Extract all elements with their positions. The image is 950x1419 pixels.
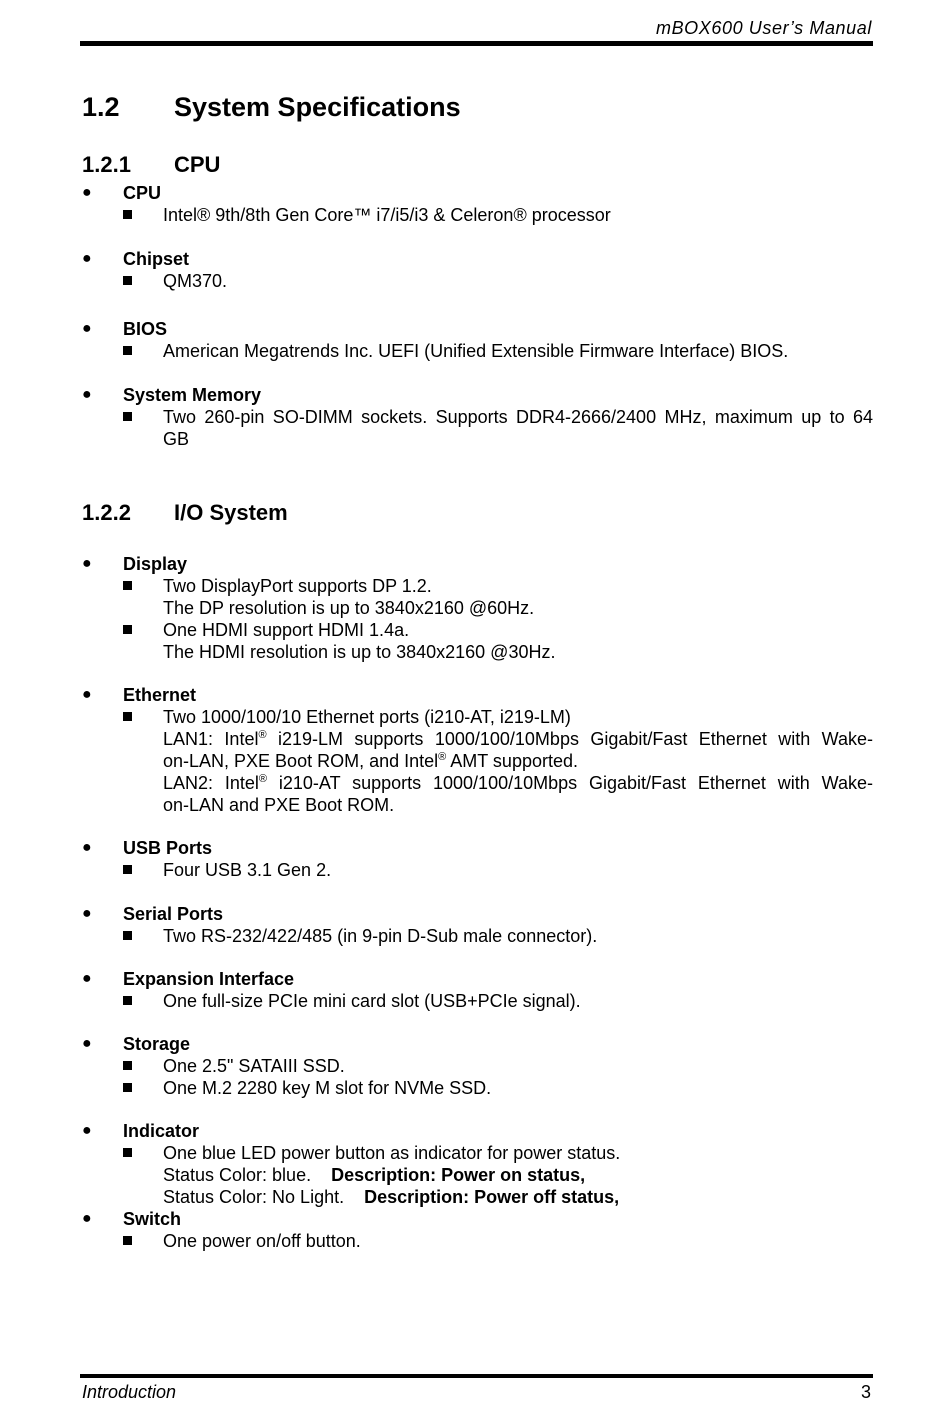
square-bullet-icon [123, 276, 132, 285]
bullet-icon: ● [82, 839, 92, 856]
bullet-icon: ● [82, 250, 92, 267]
bullet-icon: ● [82, 686, 92, 703]
spec-detail-text: Two 260-pin SO-DIMM sockets. Supports DDR4-2666/2400 MHz, maximum up to 64 [163, 407, 873, 427]
spec-detail-text: Two RS-232/422/485 (in 9-pin D-Sub male connector). [163, 926, 598, 946]
status-line-on: Status Color: blue. Description: Power on status, [163, 1165, 586, 1185]
square-bullet-icon [123, 210, 132, 219]
spec-detail-text: One blue LED power button as indicator for power status. [163, 1143, 621, 1163]
bullet-icon: ● [82, 386, 92, 403]
spec-label: Indicator [123, 1121, 200, 1141]
spec-detail-text: American Megatrends Inc. UEFI (Unified Extensible Firmware Interface) BIOS. [163, 341, 789, 361]
section-title: System Specifications [174, 92, 461, 122]
footer-rule [80, 1374, 873, 1378]
status-line-off: Status Color: No Light. Description: Power off status, [163, 1187, 620, 1207]
spec-detail-text: The DP resolution is up to 3840x2160 @60Hz. [163, 598, 535, 618]
spec-label: Switch [123, 1209, 182, 1229]
spec-detail-text: Four USB 3.1 Gen 2. [163, 860, 332, 880]
square-bullet-icon [123, 1236, 132, 1245]
io-subsection-number: 1.2.2 [82, 500, 131, 525]
square-bullet-icon [123, 996, 132, 1005]
square-bullet-icon [123, 581, 132, 590]
square-bullet-icon [123, 931, 132, 940]
square-bullet-icon [123, 625, 132, 634]
cpu-subsection-heading [82, 152, 221, 178]
spec-detail-text: One full-size PCIe mini card slot (USB+PCIe signal). [163, 991, 581, 1011]
bullet-icon: ● [82, 184, 92, 201]
spec-label: CPU [123, 183, 162, 203]
spec-detail-text: The HDMI resolution is up to 3840x2160 @30Hz. [163, 642, 556, 662]
bullet-icon: ● [82, 1210, 92, 1227]
bullet-icon: ● [82, 1035, 92, 1052]
spec-label: Chipset [123, 249, 190, 269]
footer-section-name: Introduction [82, 1382, 177, 1402]
spec-detail-text: One HDMI support HDMI 1.4a. [163, 620, 410, 640]
square-bullet-icon [123, 412, 132, 421]
bullet-icon: ● [82, 1122, 92, 1139]
square-bullet-icon [123, 346, 132, 355]
spec-label: Expansion Interface [123, 969, 295, 989]
lan1-text: LAN1: Intel® i219-LM supports 1000/100/10Mbps Gigabit/Fast Ethernet with Wake- [163, 729, 873, 749]
header-rule [80, 41, 873, 46]
cpu-subsection-title: CPU [174, 152, 221, 177]
bullet-icon: ● [82, 905, 92, 922]
square-bullet-icon [123, 1083, 132, 1092]
document-header-title: mBOX600 User’s Manual [655, 18, 872, 38]
square-bullet-icon [123, 1061, 132, 1070]
spec-detail-text: Intel® 9th/8th Gen Core™ i7/i5/i3 & Celeron® processor [163, 205, 611, 225]
lan2-text-cont: on-LAN and PXE Boot ROM. [163, 795, 395, 815]
spec-label: Display [123, 554, 188, 574]
square-bullet-icon [123, 1148, 132, 1157]
io-subsection-title: I/O System [174, 500, 288, 525]
spec-label: BIOS [123, 319, 168, 339]
io-subsection-heading [82, 500, 288, 526]
spec-label: Serial Ports [123, 904, 224, 924]
cpu-subsection-number: 1.2.1 [82, 152, 131, 177]
spec-label: Storage [123, 1034, 191, 1054]
spec-detail-text: GB [163, 429, 190, 449]
spec-detail-text: One 2.5" SATAIII SSD. [163, 1056, 345, 1076]
spec-label: USB Ports [123, 838, 213, 858]
square-bullet-icon [123, 712, 132, 721]
section-number: 1.2 [82, 92, 120, 122]
spec-detail-text: Two DisplayPort supports DP 1.2. [163, 576, 432, 596]
spec-detail-text: One M.2 2280 key M slot for NVMe SSD. [163, 1078, 492, 1098]
bullet-icon: ● [82, 970, 92, 987]
square-bullet-icon [123, 865, 132, 874]
spec-detail-text: Two 1000/100/10 Ethernet ports (i210-AT, i219-LM) [163, 707, 571, 727]
lan1-text-cont: on-LAN, PXE Boot ROM, and Intel® AMT supported. [163, 751, 578, 771]
bullet-icon: ● [82, 555, 92, 572]
spec-label: System Memory [123, 385, 262, 405]
section-heading [82, 92, 461, 123]
lan2-text: LAN2: Intel® i210-AT supports 1000/100/10Mbps Gigabit/Fast Ethernet with Wake- [163, 773, 873, 793]
bullet-icon: ● [82, 320, 92, 337]
spec-label: Ethernet [123, 685, 197, 705]
spec-detail-text: QM370. [163, 271, 228, 291]
spec-detail-text: One power on/off button. [163, 1231, 361, 1251]
page-number: 3 [860, 1382, 871, 1402]
